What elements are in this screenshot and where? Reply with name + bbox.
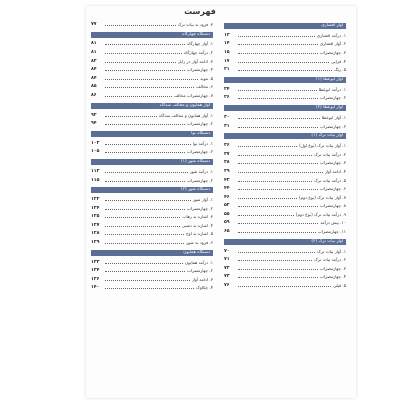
toc-entry-page: ۷۷ <box>91 21 97 27</box>
section-header: دستگاه شور (۲) <box>91 187 213 193</box>
toc-entry-label: ۱. آواز بیات ترک <box>317 248 346 254</box>
toc-entry-label: ۲. چهارمضراب <box>186 268 213 274</box>
toc-entry-page: ۱۲۸ <box>91 231 100 237</box>
section-header: دستگاه چهارگاه <box>91 32 213 38</box>
toc-entry[interactable] <box>91 48 213 57</box>
toc-entry[interactable] <box>91 57 213 66</box>
dot-leader <box>105 207 185 210</box>
dot-leader <box>105 179 185 182</box>
toc-entry[interactable] <box>224 40 346 49</box>
toc-entry-page: ۳۹ <box>224 168 230 174</box>
dot-leader <box>238 153 312 156</box>
toc-entry[interactable] <box>91 83 213 92</box>
toc-entry[interactable] <box>224 273 346 282</box>
toc-entry[interactable] <box>91 167 213 176</box>
toc-entry-label: ۴. چهارمضراب <box>186 67 213 73</box>
toc-entry-page: ۲۴ <box>224 86 230 92</box>
dot-leader <box>238 250 315 253</box>
toc-entry[interactable] <box>224 57 346 66</box>
toc-entry[interactable] <box>224 159 346 168</box>
toc-entry-page: ۱۳ <box>224 32 230 38</box>
toc-entry-page: ۸۴ <box>91 67 97 73</box>
toc-column-left <box>91 20 213 292</box>
toc-entry-page: ۱۳۶ <box>91 276 100 282</box>
toc-entry-page: ۷۳ <box>224 274 230 280</box>
dot-leader <box>105 278 190 281</box>
toc-entry-label: ۳. ادامه آواز <box>191 276 213 282</box>
toc-entry[interactable] <box>224 150 346 159</box>
toc-entry[interactable] <box>224 31 346 40</box>
toc-entry[interactable] <box>224 219 346 228</box>
toc-entry[interactable] <box>224 48 346 57</box>
toc-entry[interactable] <box>91 20 213 29</box>
toc-entry[interactable] <box>224 94 346 103</box>
toc-entry-page: ۵۹ <box>224 220 230 226</box>
toc-entry-page: ۱۵ <box>224 49 230 55</box>
toc-entry-page: ۱۱۵ <box>91 177 100 183</box>
toc-entry[interactable] <box>224 141 346 150</box>
toc-entry[interactable] <box>91 40 213 49</box>
toc-entry-label: ۵. فیلی <box>332 283 346 289</box>
dot-leader <box>238 125 318 128</box>
dot-leader <box>105 286 194 289</box>
dot-leader <box>238 213 294 216</box>
toc-entry-label: ۲. چهارمضراب <box>186 121 213 127</box>
toc-entry-label: ۲. چهارمضراب <box>186 149 213 155</box>
toc-entry-label: ۳. فرود به بیات ترک <box>177 21 213 27</box>
toc-entry-label: ۵. رنگ <box>334 67 346 73</box>
toc-entry-label: ۲. چهارمضراب <box>186 177 213 183</box>
dot-leader <box>238 88 317 91</box>
toc-entry-page: ۴۲ <box>224 177 230 183</box>
toc-entry-label: ۵. درآمد بیات ترک <box>314 177 346 183</box>
toc-entry[interactable] <box>224 264 346 273</box>
toc-entry-page: ۵۵ <box>224 211 230 217</box>
toc-entry[interactable] <box>224 85 346 94</box>
toc-entry-page: ۸۵ <box>91 84 97 90</box>
toc-entry-label: ۱. درآمد افشاری <box>316 32 346 38</box>
toc-entry-page: ۱۷ <box>224 58 230 64</box>
dot-leader <box>105 23 176 26</box>
toc-entry-label: ۲. درآمد بیات ترک <box>314 257 346 263</box>
toc-entry[interactable] <box>91 195 213 204</box>
toc-entry-label: ۲. آواز افشاری <box>319 41 346 47</box>
toc-entry-page: ۱۳۴ <box>91 268 100 274</box>
toc-column-right <box>224 20 346 290</box>
toc-entry-page: ۸۶ <box>91 92 97 98</box>
dot-leader <box>105 94 172 97</box>
toc-entry-page: ۸۱ <box>91 41 97 47</box>
toc-entry-page: ۱۱۲ <box>91 168 100 174</box>
toc-entry[interactable] <box>224 202 346 211</box>
dot-leader <box>238 204 318 207</box>
dot-leader <box>105 170 188 173</box>
toc-entry[interactable] <box>224 184 346 193</box>
dot-leader <box>105 114 157 117</box>
toc-entry-page: ۹۲ <box>91 112 97 118</box>
toc-entry[interactable] <box>91 111 213 120</box>
dot-leader <box>105 224 180 227</box>
toc-entry[interactable] <box>224 113 346 122</box>
toc-entry[interactable] <box>91 230 213 239</box>
dot-leader <box>238 284 331 287</box>
section-header: دستگاه همایون <box>91 250 213 256</box>
toc-entry[interactable] <box>224 122 346 131</box>
toc-entry-label: ۲. درآمد چهارگاه <box>183 49 213 55</box>
dot-leader <box>238 51 318 54</box>
dot-leader <box>238 275 318 278</box>
dot-leader <box>238 161 318 164</box>
section-header: دستگاه شور (۱) <box>91 159 213 165</box>
dot-leader <box>105 85 194 88</box>
section-header: آواز همایون و مخالف سه‌گاه <box>91 103 213 109</box>
toc-entry-label: ۳. ادامه آواز در زابل <box>177 58 213 64</box>
dot-leader <box>238 144 297 147</box>
toc-entry[interactable] <box>91 275 213 284</box>
dot-leader <box>105 261 183 264</box>
toc-entry-page: ۱۲۵ <box>91 214 100 220</box>
toc-entry[interactable] <box>224 247 346 256</box>
toc-entry-label: ۳. چهارمضراب <box>319 160 346 166</box>
dot-leader <box>105 215 180 218</box>
toc-entry-page: ۳۶ <box>224 143 230 149</box>
section-header: دستگاه نوا <box>91 131 213 137</box>
toc-entry-label: ۷. چهارمضراب مخالف <box>173 92 213 98</box>
toc-entry-label: ۱. درآمد نوا <box>192 140 213 146</box>
toc-entry[interactable] <box>91 221 213 230</box>
toc-entry[interactable] <box>224 65 346 74</box>
toc-entry[interactable] <box>224 281 346 290</box>
toc-entry-label: ۱. آواز ابوعطا <box>321 114 346 120</box>
dot-leader <box>105 51 182 54</box>
toc-entry[interactable] <box>91 204 213 213</box>
toc-entry[interactable] <box>224 193 346 202</box>
dot-leader <box>105 68 185 71</box>
toc-entry-label: ۴. چکاوک <box>196 285 213 291</box>
toc-entry-label: ۱. آواز چهارگاه <box>187 41 213 47</box>
toc-entry-page: ۱۰۲ <box>91 140 100 146</box>
dot-leader <box>238 60 329 63</box>
toc-entry-label: ۵. اشاره به اوج <box>185 231 213 237</box>
toc-entry-label: ۱. درآمد ابوعطا <box>318 86 346 92</box>
page-title: فهرست <box>184 7 216 16</box>
toc-entry-label: ۸. چهارمضراب <box>319 203 346 209</box>
toc-entry[interactable] <box>91 65 213 74</box>
toc-entry-page: ۳۰ <box>224 114 230 120</box>
toc-entry-label: ۹. درآمد بیات ترک (نوع دوم) <box>295 211 346 217</box>
toc-entry-page: ۳۷ <box>224 151 230 157</box>
toc-entry-page: ۱۲۲ <box>91 197 100 203</box>
dot-leader <box>238 196 297 199</box>
dot-leader <box>238 34 315 37</box>
toc-entry-page: ۷۰ <box>224 248 230 254</box>
dot-leader <box>238 42 318 45</box>
dot-leader <box>238 187 318 190</box>
toc-entry[interactable] <box>91 148 213 157</box>
toc-entry[interactable] <box>91 74 213 83</box>
toc-entry-label: ۱. درآمد شور <box>189 168 213 174</box>
toc-entry-page: ۷۱ <box>224 257 230 263</box>
toc-entry[interactable] <box>91 284 213 293</box>
dot-leader <box>105 150 185 153</box>
toc-entry-page: ۸۱ <box>91 49 97 55</box>
toc-entry-label: ۲. چهارمضراب <box>186 205 213 211</box>
toc-entry[interactable] <box>91 258 213 267</box>
toc-entry[interactable] <box>91 266 213 275</box>
toc-entry-page: ۱۲۷ <box>91 222 100 228</box>
toc-entry-label: ۶. مخالف <box>196 84 213 90</box>
toc-entry-page: ۱۲۹ <box>91 240 100 246</box>
toc-entry-page: ۱۲۴ <box>91 205 100 211</box>
toc-entry-page: ۷۲ <box>224 265 230 271</box>
toc-entry-label: ۱. درآمد همایون <box>184 259 213 265</box>
dot-leader <box>238 258 312 261</box>
toc-entry-label: ۶. چهارمضراب <box>319 186 346 192</box>
toc-entry-label: ۲. چهارمضراب <box>319 95 346 101</box>
toc-entry-label: ۴. اشاره به دشتی <box>181 222 213 228</box>
toc-entry-page: ۳۱ <box>224 123 230 129</box>
toc-entry-page: ۱۴ <box>224 41 230 47</box>
toc-entry-label: ۱. آواز همایون و مخالف سه‌گاه <box>159 112 213 118</box>
dot-leader <box>105 60 176 63</box>
toc-entry-label: ۷. آواز بیات ترک (نوع دوم) <box>298 194 346 200</box>
toc-entry-label: ۳. اشاره به رهاب <box>182 214 213 220</box>
toc-entry-label: ۱۰. پیش درآمد <box>320 220 346 226</box>
dot-leader <box>105 122 185 125</box>
toc-entry-page: ۲۶ <box>224 95 230 101</box>
dot-leader <box>105 269 185 272</box>
toc-entry-page: ۷۶ <box>224 283 230 289</box>
toc-entry-label: ۲. درآمد بیات ترک <box>314 151 346 157</box>
dot-leader <box>105 241 184 244</box>
dot-leader <box>238 68 332 71</box>
toc-entry-label: ۲. چهارمضراب <box>319 123 346 129</box>
dot-leader <box>105 42 185 45</box>
dot-leader <box>238 221 318 224</box>
toc-entry-label: ۶. فرود به شور <box>186 240 213 246</box>
section-header: آواز ابوعطا (۲) <box>224 105 346 111</box>
dot-leader <box>238 179 312 182</box>
toc-entry-page: ۵۲ <box>224 203 230 209</box>
toc-entry[interactable] <box>91 119 213 128</box>
section-header: آواز ابوعطا (۱) <box>224 77 346 83</box>
toc-entry-label: ۵. مویه <box>200 75 213 81</box>
toc-entry-page: ۴۴ <box>224 186 230 192</box>
toc-entry[interactable] <box>224 227 346 236</box>
dot-leader <box>105 232 184 235</box>
toc-entry[interactable] <box>91 238 213 247</box>
toc-entry-page: ۱۴۰ <box>91 285 100 291</box>
toc-entry-page: ۶۵ <box>224 229 230 235</box>
dot-leader <box>238 170 323 173</box>
toc-entry[interactable] <box>224 176 346 185</box>
toc-entry-page: ۳۸ <box>224 160 230 166</box>
dot-leader <box>238 116 320 119</box>
toc-entry-page: ۱۰۵ <box>91 149 100 155</box>
toc-entry[interactable] <box>91 91 213 100</box>
toc-entry[interactable] <box>224 255 346 264</box>
dot-leader <box>238 96 318 99</box>
dot-leader <box>105 142 191 145</box>
toc-entry-page: ۲۱ <box>224 67 230 73</box>
toc-entry[interactable] <box>91 213 213 222</box>
toc-entry-label: ۳. چهارمضراب <box>319 265 346 271</box>
section-header: آواز بیات ترک (۱) <box>224 133 346 139</box>
toc-entry[interactable] <box>91 176 213 185</box>
dot-leader <box>238 230 316 233</box>
dot-leader <box>238 267 318 270</box>
toc-entry[interactable] <box>224 210 346 219</box>
toc-entry-label: ۱۱. چهارمضراب <box>317 229 346 235</box>
toc-entry-page: ۸۴ <box>91 75 97 81</box>
toc-entry-label: ۳. چهارمضراب <box>319 49 346 55</box>
section-header: آواز بیات ترک (۲) <box>224 239 346 245</box>
toc-entry-label: ۴. چهارمضراب <box>319 274 346 280</box>
toc-entry-page: ۹۴ <box>91 121 97 127</box>
toc-entry[interactable] <box>224 167 346 176</box>
dot-leader <box>105 198 191 201</box>
toc-entry[interactable] <box>91 139 213 148</box>
section-header: آواز افشاری <box>224 23 346 29</box>
toc-entry-label: ۱. آواز شور <box>192 197 213 203</box>
toc-entry-label: ۱. آواز بیات ترک (نوع اول) <box>299 143 346 149</box>
dot-leader <box>105 77 198 80</box>
toc-entry-label: ۴. قرایی <box>330 58 346 64</box>
toc-entry-page: ۱۳۳ <box>91 259 100 265</box>
toc-entry-page: ۴۶ <box>224 194 230 200</box>
toc-entry-page: ۸۲ <box>91 58 97 64</box>
toc-entry-label: ۴. ادامه آواز <box>324 168 346 174</box>
